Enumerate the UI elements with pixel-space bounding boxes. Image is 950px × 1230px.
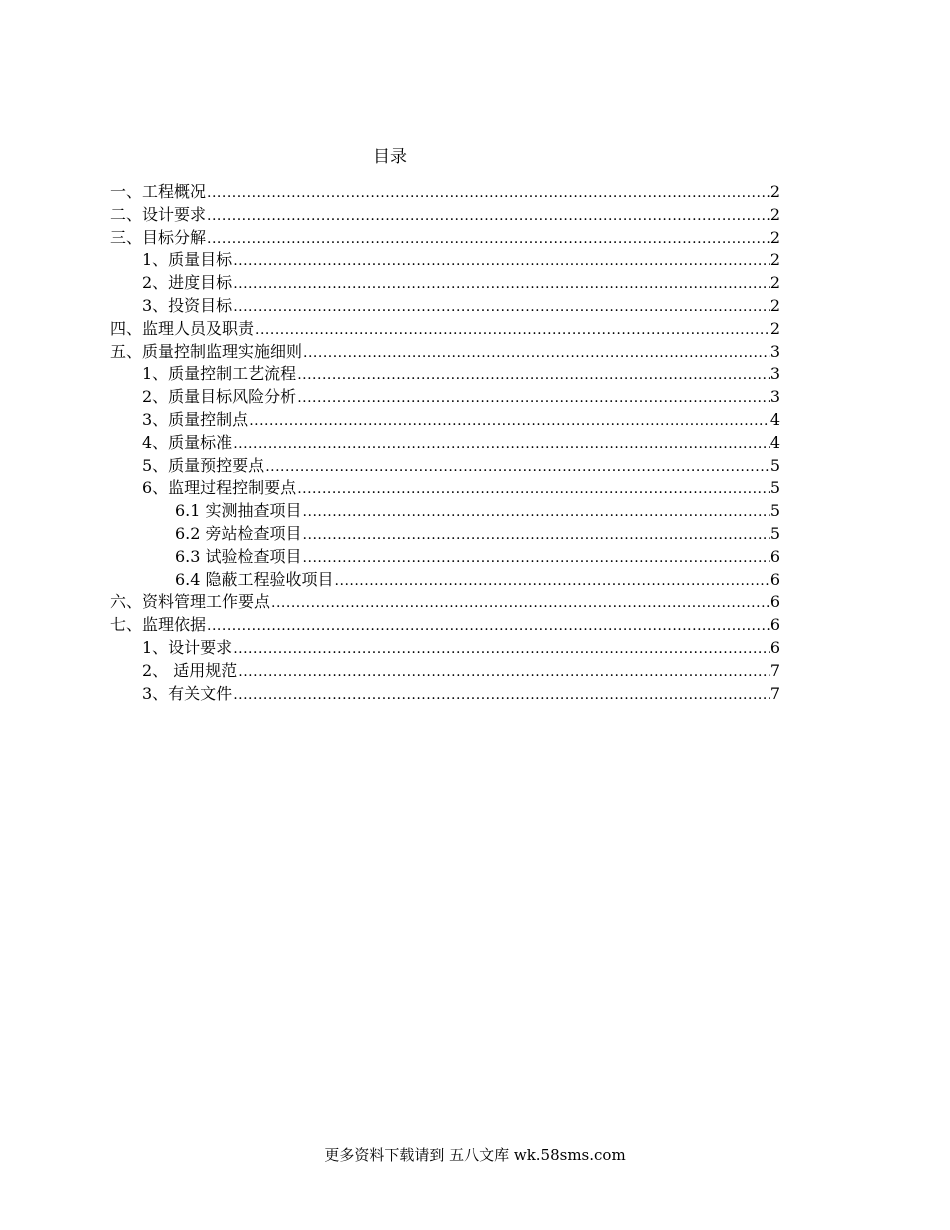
- toc-entry-page-number: 3: [769, 341, 780, 361]
- toc-entry-label: 4、质量标准: [142, 432, 233, 452]
- table-of-contents: [110, 181, 780, 705]
- toc-entry-page-number: 6: [769, 592, 780, 612]
- toc-dot-leader: [232, 433, 770, 455]
- toc-dot-leader: [248, 410, 770, 432]
- toc-title: 目录: [373, 147, 407, 167]
- toc-entry-label: 6.3 试验检查项目: [175, 546, 302, 566]
- toc-entry[interactable]: [110, 363, 780, 386]
- toc-entry[interactable]: [110, 614, 780, 637]
- toc-entry-page-number: 5: [769, 501, 780, 521]
- toc-entry-page-number: 2: [769, 273, 780, 293]
- toc-entry[interactable]: [110, 227, 780, 250]
- toc-entry-label: 6、监理过程控制要点: [142, 478, 297, 498]
- toc-entry[interactable]: [110, 523, 780, 546]
- toc-dot-leader: [296, 478, 770, 500]
- toc-entry-label: 6.4 隐蔽工程验收项目: [175, 569, 334, 589]
- toc-entry-label: 六、资料管理工作要点: [110, 592, 271, 612]
- toc-entry-label: 七、监理依据: [110, 615, 207, 635]
- toc-entry-label: 6.2 旁站检查项目: [175, 523, 302, 543]
- toc-entry[interactable]: [110, 181, 780, 204]
- toc-dot-leader: [296, 387, 770, 409]
- toc-entry-page-number: 3: [769, 364, 780, 384]
- toc-entry-page-number: 6: [769, 546, 780, 566]
- toc-entry-page-number: 5: [769, 455, 780, 475]
- toc-entry[interactable]: [110, 683, 780, 706]
- toc-entry[interactable]: [110, 500, 780, 523]
- toc-entry[interactable]: [110, 318, 780, 341]
- toc-entry-label: 3、质量控制点: [142, 409, 249, 429]
- toc-entry-page-number: 7: [769, 683, 780, 703]
- toc-entry-page-number: 5: [769, 478, 780, 498]
- toc-entry-label: 3、投资目标: [142, 295, 233, 315]
- toc-dot-leader: [232, 684, 770, 706]
- toc-entry-page-number: 6: [769, 637, 780, 657]
- toc-entry[interactable]: [110, 660, 780, 683]
- toc-entry[interactable]: [110, 249, 780, 272]
- toc-entry[interactable]: [110, 204, 780, 227]
- toc-dot-leader: [206, 615, 770, 637]
- toc-entry-page-number: 2: [769, 250, 780, 270]
- toc-entry-label: 二、设计要求: [110, 204, 207, 224]
- toc-entry-label: 1、质量目标: [142, 250, 233, 270]
- toc-entry-page-number: 5: [769, 523, 780, 543]
- footer-text: 更多资料下载请到 五八文库 wk.58sms.com: [324, 1146, 626, 1164]
- toc-entry-label: 5、质量预控要点: [142, 455, 265, 475]
- toc-dot-leader: [264, 456, 770, 478]
- toc-entry-page-number: 2: [769, 227, 780, 247]
- toc-entry[interactable]: [110, 409, 780, 432]
- toc-dot-leader: [206, 182, 770, 204]
- toc-entry-label: 一、工程概况: [110, 182, 207, 201]
- toc-dot-leader: [270, 592, 770, 614]
- toc-dot-leader: [232, 296, 770, 318]
- toc-entry[interactable]: [110, 569, 780, 592]
- toc-entry[interactable]: [110, 386, 780, 409]
- toc-entry-label: 6.1 实测抽查项目: [175, 501, 302, 521]
- toc-entry-page-number: 2: [769, 295, 780, 315]
- toc-entry-label: 2、 适用规范: [142, 660, 238, 680]
- toc-dot-leader: [254, 319, 770, 341]
- toc-dot-leader: [232, 250, 770, 272]
- toc-dot-leader: [237, 661, 770, 683]
- toc-entry-page-number: 4: [769, 409, 780, 429]
- toc-dot-leader: [232, 273, 770, 295]
- toc-entry-page-number: 2: [769, 318, 780, 338]
- toc-entry[interactable]: [110, 295, 780, 318]
- toc-entry[interactable]: [110, 637, 780, 660]
- toc-dot-leader: [302, 547, 770, 569]
- toc-entry[interactable]: [110, 546, 780, 569]
- toc-dot-leader: [302, 342, 770, 364]
- toc-entry-label: 3、有关文件: [142, 683, 233, 703]
- toc-entry-label: 2、质量目标风险分析: [142, 387, 297, 407]
- toc-entry-page-number: 2: [769, 182, 780, 201]
- toc-entry[interactable]: [110, 341, 780, 364]
- toc-entry-page-number: 6: [769, 569, 780, 589]
- toc-entry-page-number: 7: [769, 660, 780, 680]
- toc-entry-page-number: 2: [769, 204, 780, 224]
- toc-entry-page-number: 6: [769, 615, 780, 635]
- toc-dot-leader: [206, 205, 770, 227]
- toc-entry-label: 1、质量控制工艺流程: [142, 364, 297, 384]
- toc-dot-leader: [206, 228, 770, 250]
- toc-entry[interactable]: [110, 477, 780, 500]
- toc-dot-leader: [302, 524, 770, 546]
- toc-entry[interactable]: [110, 455, 780, 478]
- toc-entry-label: 五、质量控制监理实施细则: [110, 341, 303, 361]
- toc-dot-leader: [232, 638, 770, 660]
- toc-entry-label: 2、进度目标: [142, 273, 233, 293]
- toc-entry-page-number: 4: [769, 432, 780, 452]
- toc-entry[interactable]: [110, 591, 780, 614]
- toc-entry[interactable]: [110, 272, 780, 295]
- toc-entry-label: 三、目标分解: [110, 227, 207, 247]
- toc-entry-label: 四、监理人员及职责: [110, 318, 255, 338]
- toc-dot-leader: [296, 364, 770, 386]
- toc-entry-page-number: 3: [769, 387, 780, 407]
- toc-entry-label: 1、设计要求: [142, 637, 233, 657]
- toc-entry[interactable]: [110, 432, 780, 455]
- toc-dot-leader: [334, 570, 770, 592]
- toc-dot-leader: [302, 501, 770, 523]
